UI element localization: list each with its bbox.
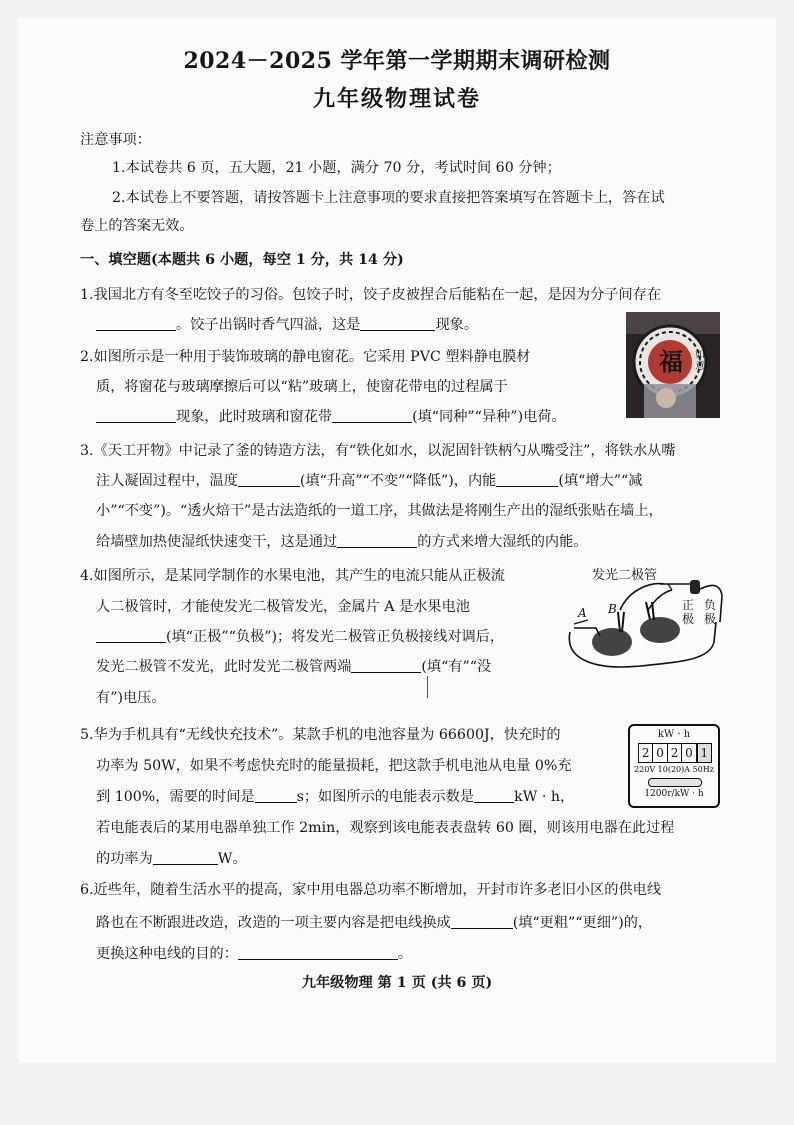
answer-blank (496, 472, 558, 487)
answer-blank (238, 945, 398, 960)
notice-heading: 注意事项： (80, 132, 151, 148)
negative-pole-label: 负极 (704, 598, 717, 626)
fruit-battery-figure (560, 562, 728, 672)
answer-blank (96, 316, 176, 331)
plate-b-label: B (608, 602, 617, 616)
q4-line-2: 人二极管时，才能使发光二极管发光，金属片 A 是水果电池 (96, 599, 470, 615)
q5-line-4: 若电能表后的某用电器单独工作 2min，观察到该电能表表盘转 60 圈，则该用电器在此过程 (96, 820, 675, 836)
meter-disc (648, 778, 702, 787)
q3-line-2: 注人凝固过程中，温度 (填“升高”“不变”“降低”)，内能 (填“增大”“减 (96, 473, 643, 489)
q4-line-3: (填“正极”“负极”)；将发光二极管正负极接线对调后， (96, 627, 504, 647)
q3-line-3: 小”“不变”)。“透火焙干”是古法造纸的一道工序，其做法是将刚生产出的湿纸张贴在墙上， (96, 503, 663, 519)
meter-spec: 220V 10(20)A 50Hz (634, 765, 714, 774)
meter-rate: 1200r/kW · h (644, 789, 704, 799)
q6-line-1: 6.近些年，随着生活水平的提高，家中用电器总功率不断增加，开封市许多老旧小区的供电线 (80, 882, 662, 898)
answer-blank (255, 788, 297, 803)
q6-line-3: 更换这种电线的目的： 。 (96, 946, 413, 962)
stray-mark (427, 676, 428, 698)
meter-digit: 0 (653, 744, 667, 762)
q2-line-2: 质，将窗花与玻璃摩擦后可以“粘”玻璃上，使窗花带电的过程属于 (96, 379, 508, 395)
answer-blank (332, 408, 412, 423)
q5-line-5: 的功率为 W。 (96, 851, 247, 867)
q4-line-4: 发光二极管不发光，此时发光二极管两端 (填“有”“没 (96, 659, 492, 675)
led-label: 发光二极管 (592, 568, 658, 583)
meter-digit: 0 (682, 744, 697, 762)
answer-blank (96, 408, 176, 423)
q4-line-1: 4.如图所示，是某同学制作的水果电池，其产生的电流只能从正极流 (80, 568, 505, 584)
section-1-heading: 一、填空题(本题共 6 小题，每空 1 分，共 14 分) (80, 252, 404, 268)
q2-line-1: 2.如图所示是一种用于装饰玻璃的静电窗花。它采用 PVC 塑料静电膜材 (80, 349, 531, 365)
meter-digit: 2 (668, 744, 682, 762)
q4-line-5: 有”)电压。 (96, 690, 166, 706)
window-decal-photo (626, 312, 720, 418)
answer-blank (337, 533, 417, 548)
q3-line-1: 3.《天工开物》中记录了釜的铸造方法，有“铁化如水，以泥固针铁柄勺从嘴受注”，将铁水从嘴 (80, 443, 676, 459)
notice-item-2: 2.本试卷上不要答题，请按答题卡上注意事项的要求直接把答案填写在答题卡上，答在试 (112, 190, 665, 206)
meter-unit: kW · h (657, 729, 691, 740)
energy-meter (628, 724, 720, 808)
notice-item-1: 1.本试卷共 6 页，五大题，21 小题，满分 70 分，考试时间 60 分钟； (112, 160, 561, 176)
q1-line-2: 。饺子出锅时香气四溢，这是 现象。 (96, 315, 478, 335)
q5-line-3: 到 100%，需要的时间是 s；如图所示的电能表示数是 kW · h， (96, 789, 575, 805)
answer-blank (96, 628, 166, 643)
decal-character: 福 (659, 347, 683, 376)
meter-digit-decimal: 1 (698, 744, 711, 762)
q3-line-4: 给墙壁加热使湿纸快速变干，这是通过 的方式来增大湿纸的内能。 (96, 534, 588, 550)
q6-line-2: 路也在不断跟进改造，改造的一项主要内容是把电线换成 (填“更粗”“更细”)的， (96, 915, 653, 931)
plate-a-label: A (578, 606, 587, 620)
answer-blank (238, 472, 300, 487)
answer-blank (451, 914, 513, 929)
answer-blank (474, 788, 514, 803)
q5-line-1: 5.华为手机具有“无线快充技术”。某款手机的电池容量为 66600J，快充时的 (80, 727, 561, 743)
q5-line-2: 功率为 50W，如果不考虑快充时的能量损耗，把这款手机电池从电量 0%充 (96, 758, 572, 774)
page-footer: 九年级物理 第 1 页 (共 6 页) (301, 975, 493, 991)
notice-item-2-cont: 卷上的答案无效。 (80, 218, 194, 234)
decal-side-text: 如意 (695, 350, 705, 372)
exam-title: 2024－2025 学年第一学期期末调研检测 (183, 48, 611, 74)
exam-subtitle: 九年级物理试卷 (312, 86, 481, 112)
q1-line-1: 1.我国北方有冬至吃饺子的习俗。包饺子时，饺子皮被捏合后能粘在一起，是因为分子间存在 (80, 287, 662, 303)
answer-blank (153, 850, 218, 865)
positive-pole-label: 正极 (682, 598, 695, 626)
meter-digit-window (638, 743, 712, 763)
answer-blank (360, 316, 435, 331)
meter-digit: 2 (639, 744, 653, 762)
q2-line-3: 现象，此时玻璃和窗花带 (填“同种”“异种”)电荷。 (96, 407, 566, 427)
answer-blank (351, 658, 421, 673)
